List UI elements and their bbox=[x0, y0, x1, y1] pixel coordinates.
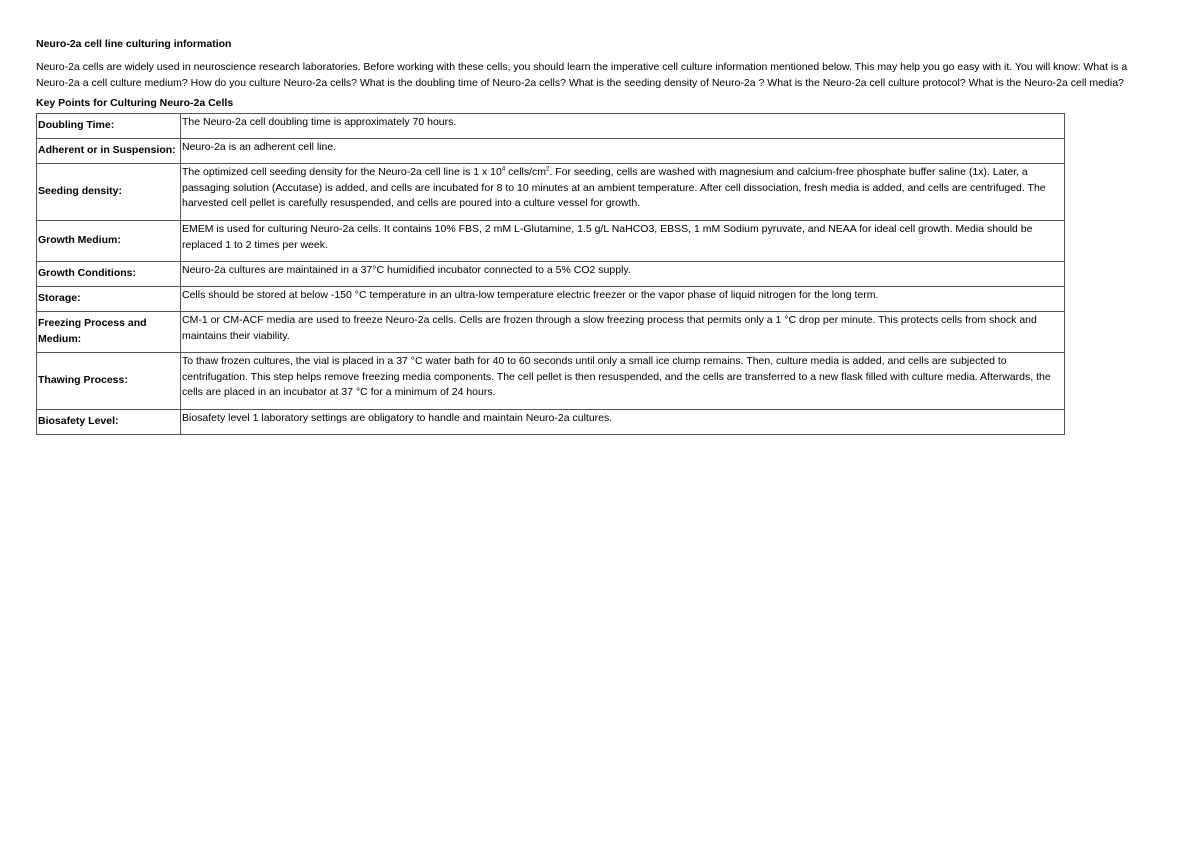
row-label: Thawing Process: bbox=[37, 353, 181, 410]
document-title: Neuro-2a cell line culturing information bbox=[36, 38, 232, 50]
row-label: Growth Conditions: bbox=[37, 262, 181, 287]
seeding-unit-exponent: 2 bbox=[546, 166, 550, 173]
row-value: Neuro-2a cultures are maintained in a 37°C humidified incubator connected to a 5% CO2 supply. bbox=[181, 262, 1065, 287]
table-row-biosafety bbox=[37, 410, 1065, 435]
row-value: Neuro-2a is an adherent cell line. bbox=[181, 139, 1065, 164]
table-row-seeding-density bbox=[37, 164, 1065, 221]
row-label: Adherent or in Suspension: bbox=[37, 139, 181, 164]
table-row-growth-conditions bbox=[37, 262, 1065, 287]
seeding-text-unit: cells/cm bbox=[505, 166, 547, 178]
seeding-text-prefix: The optimized cell seeding density for the Neuro-2a cell line is 1 x 10 bbox=[182, 166, 502, 178]
seeding-text-suffix: . For seeding, cells are washed with magnesium and calcium-free phosphate buffer saline (1x). Later, a passaging solution (Accutase) is added, and cells are incubated for 8 to 10 minutes at an ambient temperature. After cell dissociation, fresh media is added, and cells are centrifuged. The harvested cell pellet is carefully resuspended, and cells are poured into a culture vessel for growth. bbox=[182, 166, 1046, 209]
document-page bbox=[36, 36, 1164, 435]
row-value: To thaw frozen cultures, the vial is placed in a 37 °C water bath for 40 to 60 seconds until only a small ice clump remains. Then, culture media is added, and cells are subjected to centrifugation. This step helps remove freezing media components. The cell pellet is then resuspended, and the cells are transferred to a new flask filled with culture media. Afterwards, the cells are placed in an incubator at 37 °C for a minimum of 24 hours. bbox=[181, 353, 1065, 410]
row-value: Cells should be stored at below -150 °C temperature in an ultra-low temperature electric freezer or the vapor phase of liquid nitrogen for the long term. bbox=[181, 287, 1065, 312]
table-row-storage bbox=[37, 287, 1065, 312]
row-label: Doubling Time: bbox=[37, 114, 181, 139]
intro-paragraph: Neuro-2a cells are widely used in neuroscience research laboratories. Before working with these cells, you should learn the imperative cell culture information mentioned below. This may help you go easy with it. You will know: What is a Neuro-2a a cell culture medium? How do you culture Neuro-2a cells? What is the doubling time of Neuro-2a cells? What is the seeding density of Neuro-2a ? What is the Neuro-2a cell culture protocol? What is the Neuro-2a cell media? bbox=[36, 61, 1128, 89]
row-label: Growth Medium: bbox=[37, 221, 181, 262]
table-row-adherent bbox=[37, 139, 1065, 164]
row-label: Freezing Process and Medium: bbox=[37, 312, 181, 353]
row-value: The Neuro-2a cell doubling time is approximately 70 hours. bbox=[181, 114, 1065, 139]
key-points-heading: Key Points for Culturing Neuro-2a Cells bbox=[36, 97, 234, 109]
table-row-thawing bbox=[37, 353, 1065, 410]
row-value: EMEM is used for culturing Neuro-2a cells. It contains 10% FBS, 2 mM L-Glutamine, 1.5 g/L NaHCO3, EBSS, 1 mM Sodium pyruvate, and NEAA for ideal cell growth. Media should be replaced 1 to 2 times per week. bbox=[181, 221, 1065, 262]
table-row-freezing bbox=[37, 312, 1065, 353]
row-value bbox=[181, 164, 1065, 221]
table-row-doubling-time bbox=[37, 114, 1065, 139]
row-label: Storage: bbox=[37, 287, 181, 312]
row-label: Biosafety Level: bbox=[37, 410, 181, 435]
key-points-table bbox=[36, 113, 1065, 435]
row-value: Biosafety level 1 laboratory settings are obligatory to handle and maintain Neuro-2a cultures. bbox=[181, 410, 1065, 435]
table-row-growth-medium bbox=[37, 221, 1065, 262]
seeding-exponent: 4 bbox=[501, 166, 506, 173]
row-value: CM-1 or CM-ACF media are used to freeze Neuro-2a cells. Cells are frozen through a slow freezing process that permits only a 1 °C drop per minute. This protects cells from shock and maintains their viability. bbox=[181, 312, 1065, 353]
row-label: Seeding density: bbox=[37, 164, 181, 221]
